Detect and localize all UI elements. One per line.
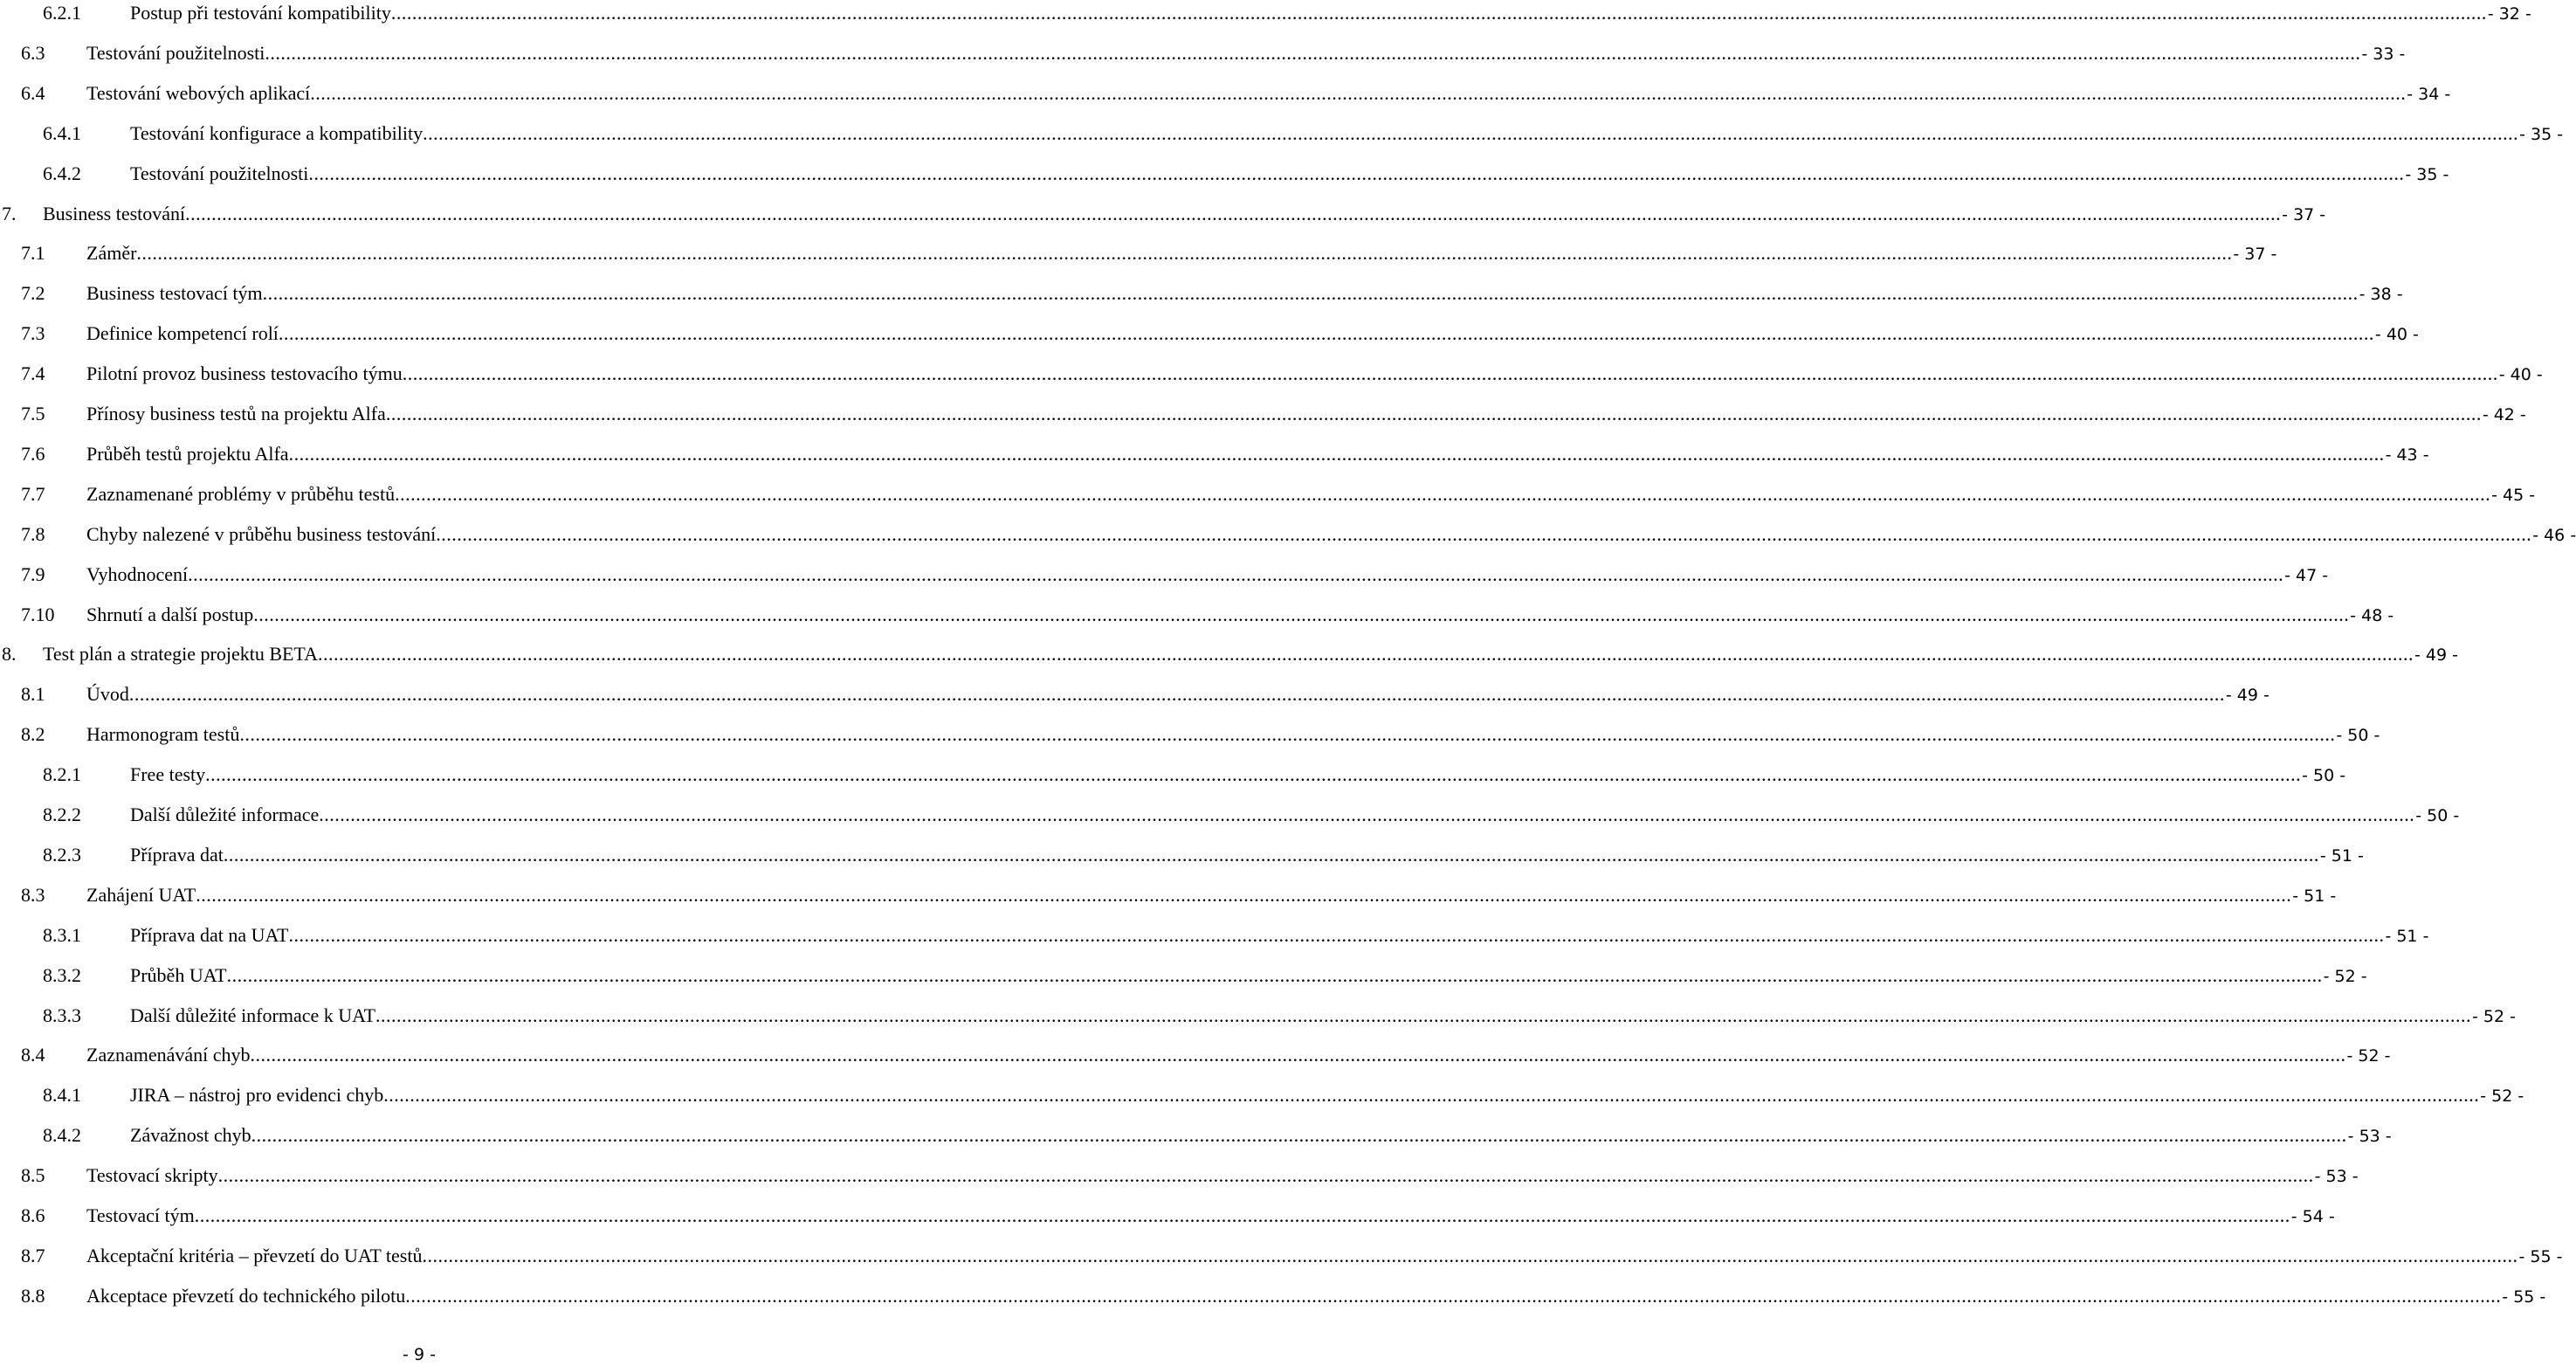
- dot-leader: ................................................................................................................................................................................................................................................................................................................................................................................................................: [436, 522, 2532, 545]
- toc-entry-number: 6.4.1: [43, 121, 81, 144]
- toc-entry-title: Testovací tým: [86, 1204, 195, 1226]
- toc-entry-number: 6.3: [21, 41, 45, 64]
- toc-entry-page: - 50 -: [2336, 726, 2380, 746]
- dot-leader: ................................................................................................................................................................................................................................................................................................................................................................................................................: [194, 1204, 2290, 1226]
- toc-entry-line: [130, 762, 2346, 789]
- toc-entry-title: Testovací skripty: [86, 1164, 218, 1187]
- toc-entry[interactable]: [0, 1003, 2516, 1029]
- toc-entry-line: [130, 802, 2460, 829]
- toc-entry-title: Testování použitelnosti: [130, 162, 309, 184]
- toc-entry[interactable]: [0, 481, 2536, 507]
- toc-entry-number: 7.2: [21, 282, 45, 305]
- toc-entry-page: - 51 -: [2292, 886, 2337, 906]
- dot-leader: ................................................................................................................................................................................................................................................................................................................................................................................................................: [188, 562, 2284, 585]
- dot-leader: ................................................................................................................................................................................................................................................................................................................................................................................................................: [250, 1044, 2346, 1066]
- toc-entry-line: [86, 401, 2526, 428]
- toc-entry-line: [86, 321, 2419, 348]
- toc-entry-page: - 32 -: [2487, 4, 2531, 24]
- toc-entry-number: 6.4: [21, 81, 45, 104]
- toc-entry-number: 7.4: [21, 362, 45, 385]
- dot-leader: ................................................................................................................................................................................................................................................................................................................................................................................................................: [253, 603, 2350, 625]
- toc-entry[interactable]: [0, 401, 2526, 427]
- toc-entry-number: 8.: [2, 643, 17, 666]
- dot-leader: ................................................................................................................................................................................................................................................................................................................................................................................................................: [265, 41, 2361, 64]
- dot-leader: ................................................................................................................................................................................................................................................................................................................................................................................................................: [288, 442, 2385, 465]
- toc-entry-number: 8.2.3: [43, 843, 81, 866]
- toc-entry-page: - 52 -: [2480, 1087, 2524, 1107]
- dot-leader: ................................................................................................................................................................................................................................................................................................................................................................................................................: [217, 1164, 2314, 1187]
- toc-entry-number: 8.3: [21, 883, 45, 906]
- toc-entry-number: 8.3.1: [43, 923, 81, 946]
- toc-entry-page: - 47 -: [2284, 565, 2329, 585]
- toc-entry-page: - 46 -: [2532, 525, 2576, 545]
- toc-entry-title: Vyhodnocení: [86, 562, 189, 585]
- dot-leader: ................................................................................................................................................................................................................................................................................................................................................................................................................: [319, 804, 2415, 825]
- toc-entry-number: 7.6: [21, 442, 45, 465]
- toc-entry-title: Akceptace převzetí do technického pilotu: [86, 1284, 406, 1307]
- toc-entry-title: Pilotní provoz business testovacího týmu: [86, 362, 403, 385]
- dot-leader: ................................................................................................................................................................................................................................................................................................................................................................................................................: [402, 362, 2498, 385]
- toc-entry-line: [86, 521, 2576, 548]
- toc-entry-number: 7.8: [21, 522, 45, 545]
- toc-entry-page: - 37 -: [2282, 204, 2326, 224]
- toc-entry[interactable]: [0, 1042, 2391, 1068]
- toc-entry-title: Úvod: [86, 683, 129, 706]
- toc-entry-number: 8.7: [21, 1244, 45, 1266]
- toc-entry-number: 8.2: [21, 723, 45, 746]
- toc-entry-page: - 55 -: [2502, 1287, 2546, 1307]
- toc-entry-line: [86, 562, 2329, 589]
- dot-leader: ................................................................................................................................................................................................................................................................................................................................................................................................................: [385, 403, 2482, 424]
- toc-entry-number: 8.3.2: [43, 963, 81, 986]
- toc-entry[interactable]: [0, 441, 2429, 467]
- toc-entry-title: Definice kompetencí rolí: [86, 322, 279, 345]
- toc-entry-line: [130, 1122, 2392, 1149]
- toc-entry[interactable]: [0, 641, 2458, 667]
- toc-entry-number: 6.4.2: [43, 162, 81, 184]
- toc-entry-page: - 52 -: [2346, 1046, 2391, 1066]
- dot-leader: ................................................................................................................................................................................................................................................................................................................................................................................................................: [251, 1124, 2347, 1147]
- toc-entry-page: - 49 -: [2414, 645, 2458, 666]
- toc-entry-title: Průběh UAT: [130, 963, 227, 986]
- toc-entry[interactable]: [0, 201, 2326, 227]
- dot-leader: ................................................................................................................................................................................................................................................................................................................................................................................................................: [239, 723, 2336, 746]
- toc-entry-page: - 51 -: [2319, 845, 2364, 866]
- toc-entry-line: [86, 882, 2337, 909]
- dot-leader: ................................................................................................................................................................................................................................................................................................................................................................................................................: [383, 1084, 2480, 1107]
- toc-entry-line: [130, 842, 2364, 869]
- toc-entry[interactable]: [0, 40, 2406, 66]
- toc-entry-title: Chyby nalezené v průběhu business testování: [86, 522, 437, 545]
- toc-entry-page: - 43 -: [2385, 445, 2429, 465]
- toc-entry-title: Shrnutí a další postup: [86, 603, 254, 625]
- toc-entry[interactable]: [0, 521, 2576, 548]
- toc-entry-line: [130, 121, 2564, 148]
- toc-entry-line: [86, 602, 2394, 629]
- toc-entry[interactable]: [0, 562, 2329, 588]
- toc-entry-page: - 51 -: [2385, 926, 2429, 946]
- toc-entry-title: Free testy: [130, 763, 206, 786]
- dot-leader: ................................................................................................................................................................................................................................................................................................................................................................................................................: [262, 282, 2359, 305]
- dot-leader: ................................................................................................................................................................................................................................................................................................................................................................................................................: [278, 322, 2374, 345]
- toc-entry-line: [86, 40, 2406, 67]
- toc-entry-line: [130, 161, 2449, 188]
- toc-entry[interactable]: [0, 802, 2460, 828]
- toc-entry-number: 8.1: [21, 683, 45, 706]
- dot-leader: ................................................................................................................................................................................................................................................................................................................................................................................................................: [318, 643, 2414, 666]
- page-number: - 9 -: [403, 1345, 436, 1364]
- toc-entry[interactable]: [0, 962, 2367, 989]
- toc-entry[interactable]: [0, 842, 2364, 868]
- toc-entry-line: [86, 240, 2277, 267]
- toc-entry-title: Harmonogram testů: [86, 723, 240, 746]
- toc-entry-line: [86, 1243, 2563, 1270]
- toc-entry-title: Business testování: [43, 202, 186, 224]
- dot-leader: ................................................................................................................................................................................................................................................................................................................................................................................................................: [405, 1284, 2502, 1307]
- toc-entry-title: Test plán a strategie projektu BETA: [43, 643, 318, 666]
- toc-entry-line: [43, 201, 2326, 228]
- toc-entry[interactable]: [0, 240, 2277, 266]
- toc-entry-page: - 35 -: [2519, 124, 2564, 144]
- toc-entry-line: [130, 0, 2531, 27]
- toc-entry-line: [86, 681, 2269, 708]
- toc-entry[interactable]: [0, 121, 2564, 147]
- toc-entry-title: Příprava dat: [130, 843, 224, 866]
- toc-entry-number: 7.10: [21, 603, 55, 625]
- toc-entry-page: - 45 -: [2491, 485, 2536, 505]
- toc-entry-title: Testování použitelnosti: [86, 41, 265, 64]
- toc-entry[interactable]: [0, 922, 2429, 949]
- toc-entry-number: 8.8: [21, 1284, 45, 1307]
- toc-entry-title: Průběh testů projektu Alfa: [86, 442, 289, 465]
- toc-entry-page: - 53 -: [2347, 1127, 2392, 1147]
- toc-entry-title: Závažnost chyb: [130, 1124, 251, 1147]
- dot-leader: ................................................................................................................................................................................................................................................................................................................................................................................................................: [310, 81, 2407, 104]
- toc-entry-line: [130, 1003, 2516, 1030]
- toc-entry-number: 8.5: [21, 1164, 45, 1187]
- toc-entry[interactable]: [0, 1283, 2546, 1309]
- toc-entry[interactable]: [0, 1082, 2524, 1108]
- toc-entry-title: Business testovací tým: [86, 282, 263, 305]
- toc-entry-page: - 33 -: [2361, 44, 2406, 64]
- toc-entry-line: [130, 962, 2367, 990]
- dot-leader: ................................................................................................................................................................................................................................................................................................................................................................................................................: [185, 202, 2282, 224]
- toc-entry-number: 8.2.2: [43, 804, 81, 825]
- toc-entry[interactable]: [0, 0, 2531, 26]
- toc-entry-line: [86, 441, 2429, 468]
- dot-leader: ................................................................................................................................................................................................................................................................................................................................................................................................................: [375, 1004, 2472, 1026]
- toc-entry[interactable]: [0, 1243, 2563, 1269]
- toc-entry[interactable]: [0, 1203, 2335, 1229]
- dot-leader: ................................................................................................................................................................................................................................................................................................................................................................................................................: [422, 1244, 2518, 1266]
- toc-entry-title: Zahájení UAT: [86, 883, 196, 906]
- toc-entry-page: - 55 -: [2518, 1246, 2563, 1266]
- dot-leader: ................................................................................................................................................................................................................................................................................................................................................................................................................: [395, 482, 2491, 505]
- dot-leader: ................................................................................................................................................................................................................................................................................................................................................................................................................: [128, 683, 2225, 706]
- toc-entry-number: 7.: [2, 202, 17, 224]
- toc-entry-line: [130, 922, 2429, 949]
- toc-entry-page: - 40 -: [2498, 365, 2543, 385]
- toc-entry-number: 8.6: [21, 1204, 45, 1226]
- toc-entry-title: Další důležité informace: [130, 804, 320, 825]
- toc-entry-title: JIRA – nástroj pro evidenci chyb: [130, 1084, 384, 1107]
- toc-entry-title: Zaznamenané problémy v průběhu testů: [86, 482, 396, 505]
- dot-leader: ................................................................................................................................................................................................................................................................................................................................................................................................................: [423, 121, 2519, 144]
- toc-entry-page: - 50 -: [2415, 806, 2460, 825]
- toc-entry[interactable]: [0, 1162, 2359, 1189]
- toc-entry-title: Akceptační kritéria – převzetí do UAT testů: [86, 1244, 423, 1266]
- toc-entry-number: 6.2.1: [43, 2, 81, 24]
- dot-leader: ................................................................................................................................................................................................................................................................................................................................................................................................................: [223, 843, 2319, 866]
- toc-entry-line: [86, 80, 2451, 107]
- toc-entry-page: - 48 -: [2350, 605, 2394, 625]
- toc-entry-number: 8.4: [21, 1044, 45, 1066]
- toc-entry-number: 7.7: [21, 482, 45, 505]
- toc-entry-line: [86, 1162, 2359, 1190]
- toc-entry-line: [43, 641, 2458, 668]
- toc-entry-title: Testování konfigurace a kompatibility: [130, 121, 424, 144]
- toc-entry[interactable]: [0, 280, 2403, 307]
- toc-entry-title: Příprava dat na UAT: [130, 923, 289, 946]
- toc-entry-title: Zaznamenávání chyb: [86, 1044, 251, 1066]
- toc-entry-page: - 34 -: [2407, 84, 2451, 104]
- toc-entry-number: 8.4.1: [43, 1084, 81, 1107]
- toc-entry-line: [86, 1203, 2335, 1230]
- toc-entry-page: - 49 -: [2225, 686, 2269, 706]
- toc-entry[interactable]: [0, 161, 2449, 187]
- toc-entry-page: - 54 -: [2290, 1207, 2335, 1226]
- toc-entry-page: - 52 -: [2472, 1006, 2516, 1026]
- toc-entry[interactable]: [0, 361, 2543, 387]
- dot-leader: ................................................................................................................................................................................................................................................................................................................................................................................................................: [308, 162, 2405, 184]
- dot-leader: ................................................................................................................................................................................................................................................................................................................................................................................................................: [390, 2, 2487, 24]
- toc-entry[interactable]: [0, 721, 2380, 748]
- toc-entry-page: - 40 -: [2374, 325, 2419, 345]
- toc-entry-title: Testování webových aplikací: [86, 81, 311, 104]
- dot-leader: ................................................................................................................................................................................................................................................................................................................................................................................................................: [196, 883, 2292, 906]
- toc-entry[interactable]: [0, 762, 2346, 788]
- toc-entry-title: Postup při testování kompatibility: [130, 2, 391, 24]
- toc-entry[interactable]: [0, 80, 2451, 107]
- toc-entry-line: [86, 1283, 2546, 1310]
- toc-entry-title: Záměr: [86, 242, 137, 265]
- toc-entry-page: - 52 -: [2323, 966, 2367, 986]
- toc-entry-line: [86, 280, 2403, 307]
- toc-entry-number: 7.9: [21, 562, 45, 585]
- toc-entry-number: 8.4.2: [43, 1124, 81, 1147]
- toc-entry-page: - 50 -: [2302, 766, 2346, 786]
- toc-entry-page: - 42 -: [2482, 405, 2526, 424]
- dot-leader: ................................................................................................................................................................................................................................................................................................................................................................................................................: [205, 763, 2302, 786]
- toc-entry-number: 8.3.3: [43, 1004, 81, 1026]
- toc-entry-page: - 35 -: [2405, 164, 2449, 184]
- toc-entry-line: [86, 1042, 2391, 1069]
- toc-entry-title: Další důležité informace k UAT: [130, 1004, 376, 1026]
- toc-entry-line: [86, 481, 2536, 508]
- dot-leader: ................................................................................................................................................................................................................................................................................................................................................................................................................: [288, 923, 2385, 946]
- toc-entry-number: 7.3: [21, 322, 45, 345]
- toc-entry-number: 8.2.1: [43, 763, 81, 786]
- toc-entry-number: 7.1: [21, 242, 45, 265]
- dot-leader: ................................................................................................................................................................................................................................................................................................................................................................................................................: [136, 242, 2233, 265]
- toc-entry-page: - 38 -: [2359, 285, 2403, 305]
- toc-entry[interactable]: [0, 1122, 2392, 1149]
- toc-entry-line: [86, 361, 2543, 388]
- toc-entry-page: - 37 -: [2233, 245, 2277, 265]
- toc-entry[interactable]: [0, 602, 2394, 628]
- toc-entry[interactable]: [0, 681, 2269, 707]
- toc-entry[interactable]: [0, 321, 2419, 347]
- toc-entry-line: [130, 1082, 2524, 1109]
- dot-leader: ................................................................................................................................................................................................................................................................................................................................................................................................................: [226, 963, 2323, 986]
- toc-entry-page: - 53 -: [2314, 1167, 2359, 1187]
- toc-entry-line: [86, 721, 2380, 749]
- toc-entry[interactable]: [0, 882, 2337, 908]
- toc-entry-title: Přínosy business testů na projektu Alfa: [86, 403, 386, 424]
- toc-entry-number: 7.5: [21, 403, 45, 424]
